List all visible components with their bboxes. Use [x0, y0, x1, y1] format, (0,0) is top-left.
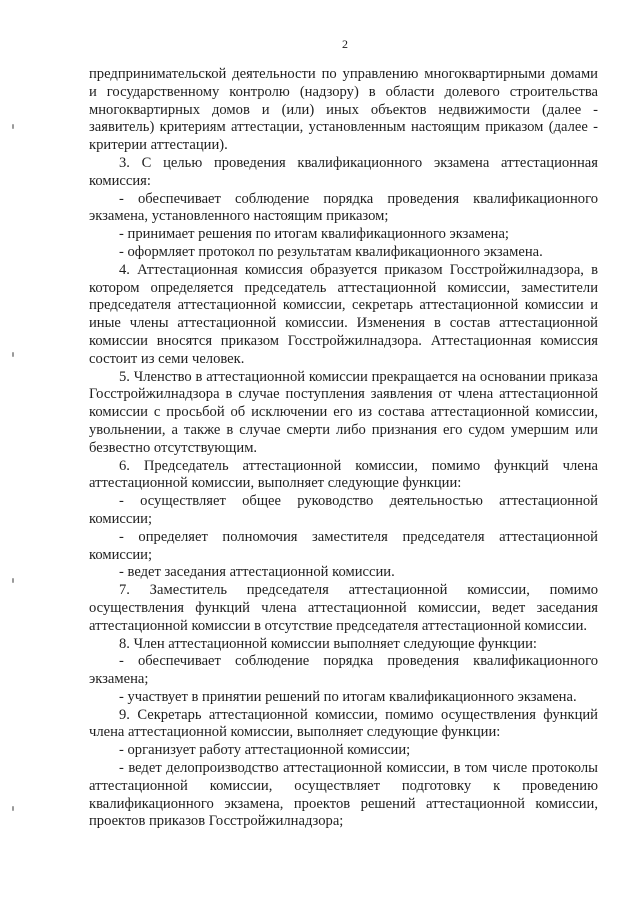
list-item: - обеспечивает соблюдение порядка проведения квалификационного экзамена, установленного настоящим приказом; — [89, 190, 598, 225]
scan-mark — [12, 806, 14, 811]
paragraph: предпринимательской деятельности по управлению многоквартирными домами и государственному контролю (надзору) в области долевого строительства многоквартирных домов и (или) иных объектов недвижимости (далее - заявитель) критериям аттестации, установленным настоящим приказом (далее - критерии аттестации). — [89, 66, 598, 154]
list-item: - принимает решения по итогам квалификационного экзамена; — [119, 226, 509, 243]
paragraph: 3. С целью проведения квалификационного экзамена аттестационная комиссия: — [89, 154, 598, 189]
paragraph: 5. Членство в аттестационной комиссии прекращается на основании приказа Госстройжилнадзора в случае поступления заявления от члена аттестационной комиссии с просьбой об исключении его из состава аттестационной комиссии, увольнении, а также в случае смерти либо признания его судом умершим или безвестно отсутствующим. — [89, 368, 598, 456]
scan-mark — [12, 578, 14, 583]
paragraph: 8. Член аттестационной комиссии выполняет следующие функции: — [119, 635, 537, 652]
document-body — [89, 66, 598, 831]
list-item: - обеспечивает соблюдение порядка проведения квалификационного экзамена; — [89, 653, 598, 688]
scan-mark — [12, 352, 14, 357]
list-item: - организует работу аттестационной комиссии; — [119, 742, 411, 759]
list-item: - определяет полномочия заместителя председателя аттестационной комиссии; — [89, 528, 598, 563]
page-number: 2 — [342, 37, 348, 51]
list-item: - участвует в принятии решений по итогам квалификационного экзамена. — [119, 688, 577, 705]
paragraph: 7. Заместитель председателя аттестационной комиссии, помимо осуществления функций члена аттестационной комиссии, ведет заседания аттестационной комиссии в отсутствие председателя аттестационной комиссии. — [89, 582, 598, 634]
paragraph: 6. Председатель аттестационной комиссии, помимо функций члена аттестационной комиссии, выполняет следующие функции: — [89, 457, 598, 492]
scan-mark — [12, 124, 14, 129]
list-item: - осуществляет общее руководство деятельностью аттестационной комиссии; — [89, 493, 598, 527]
list-item: - ведет заседания аттестационной комиссии. — [119, 564, 395, 581]
list-item: - ведет делопроизводство аттестационной комиссии, в том числе протоколы аттестационной комиссии, осуществляет подготовку к проведению квалификационного экзамена, проектов решений аттестационной комиссии, проектов приказов Госстройжилнадзора; — [89, 760, 598, 830]
paragraph: 4. Аттестационная комиссия образуется приказом Госстройжилнадзора, в котором определяется председатель аттестационной комиссии, заместители председателя аттестационной комиссии, секретарь аттестационной комиссии и иные члены аттестационной комиссии. Изменения в состав аттестационной комиссии вносятся приказом Госстройжилнадзора. Аттестационная комиссия состоит из семи человек. — [89, 261, 598, 367]
paragraph: 9. Секретарь аттестационной комиссии, помимо осуществления функций члена аттестационной комиссии, выполняет следующие функции: — [89, 706, 598, 741]
list-item: - оформляет протокол по результатам квалификационного экзамена. — [119, 243, 543, 260]
